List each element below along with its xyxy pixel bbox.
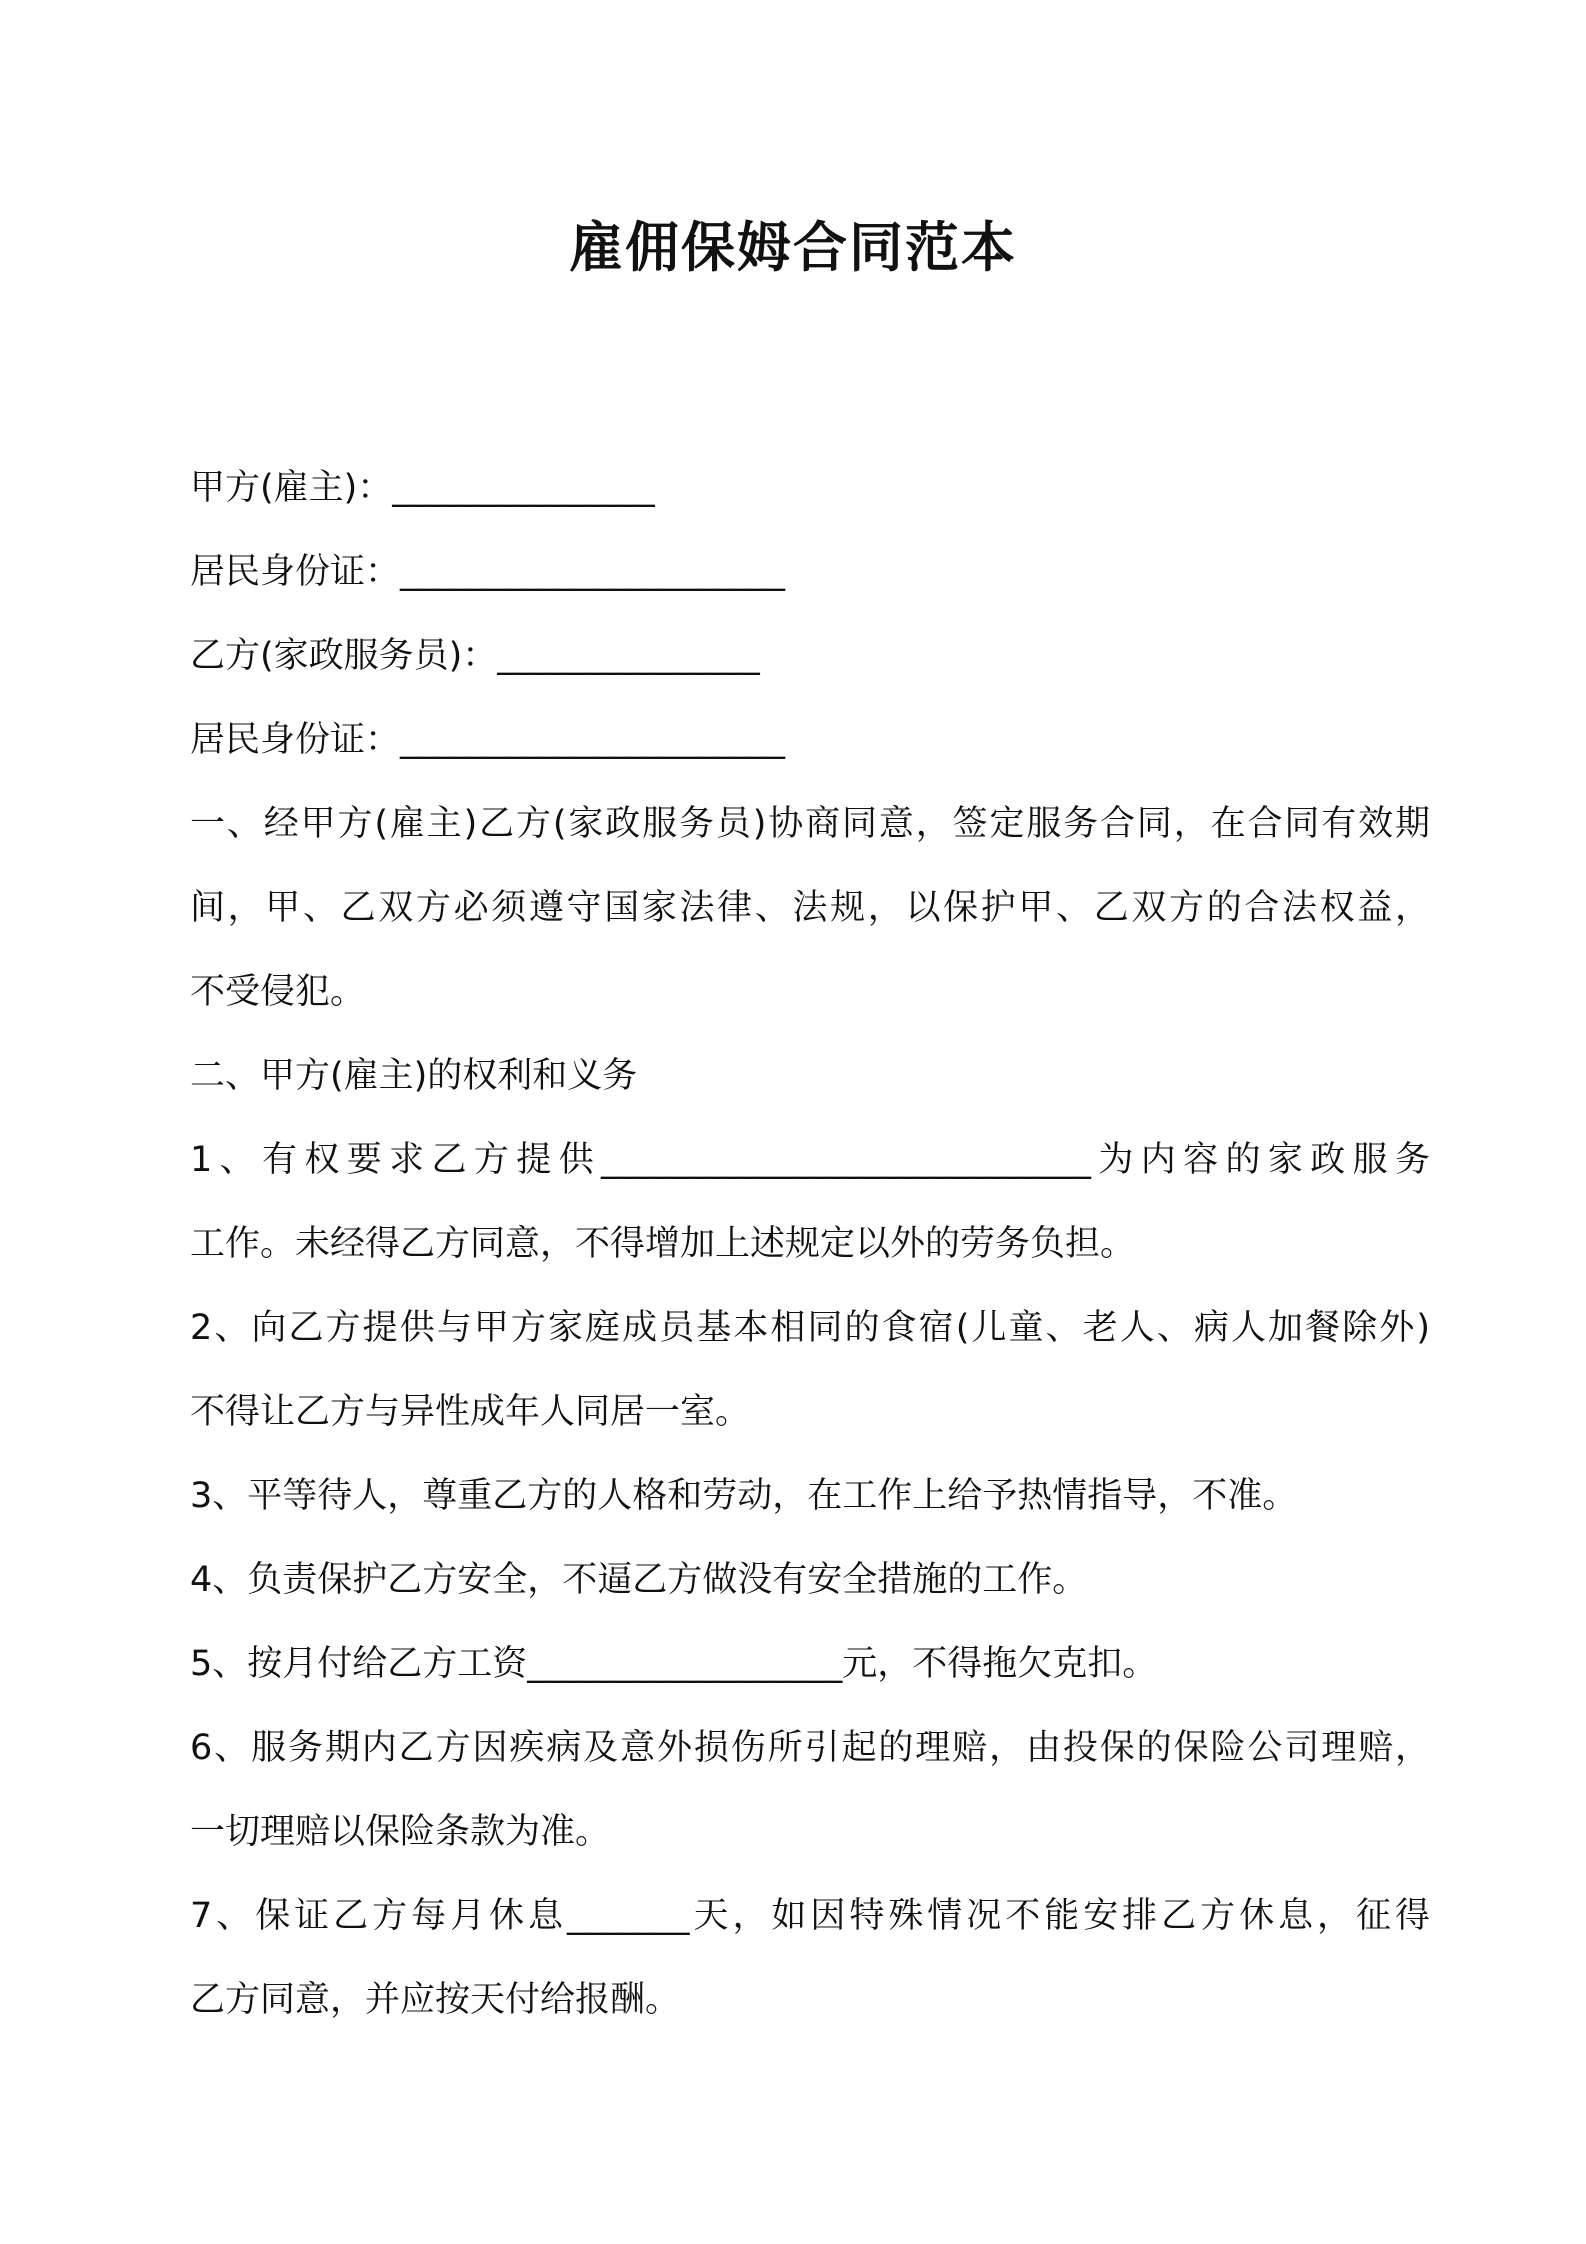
item-1-line-1: 1、有权要求乙方提供____________________________为内容的家政服务 [190,1140,1430,1180]
item-7-line-1: 7、保证乙方每月休息_______天，如因特殊情况不能安排乙方休息，征得 [190,1896,1430,1936]
item-5: 5、按月付给乙方工资__________________元，不得拖欠克扣。 [190,1644,1158,1684]
item-1-line-2: 工作。未经得乙方同意，不得增加上述规定以外的劳务负担。 [190,1224,1136,1264]
item-6-line-1: 6、服务期内乙方因疾病及意外损伤所引起的理赔，由投保的保险公司理赔， [190,1728,1430,1768]
document-body [190,446,1430,2042]
item-2-line-1: 2、向乙方提供与甲方家庭成员基本相同的食宿(儿童、老人、病人加餐除外) [190,1308,1430,1348]
section-1-line-3: 不受侵犯。 [190,972,366,1012]
document-title: 雇佣保姆合同范本 [569,216,1017,279]
item-3: 3、平等待人，尊重乙方的人格和劳动，在工作上给予热情指导，不准。 [190,1476,1298,1516]
section-2-heading: 二、甲方(雇主)的权利和义务 [190,1056,638,1096]
item-6-line-2: 一切理赔以保险条款为准。 [190,1812,611,1852]
item-4: 4、负责保护乙方安全，不逼乙方做没有安全措施的工作。 [190,1560,1088,1600]
party-a-line: 甲方(雇主)：_______________ [190,468,655,508]
party-b-id-line: 居民身份证：______________________ [190,720,786,760]
item-7-line-2: 乙方同意，并应按天付给报酬。 [190,1980,681,2020]
party-a-id-line: 居民身份证：______________________ [190,552,786,592]
section-1-line-1: 一、经甲方(雇主)乙方(家政服务员)协商同意，签定服务合同，在合同有效期 [190,804,1430,844]
section-1-line-2: 间，甲、乙双方必须遵守国家法律、法规，以保护甲、乙双方的合法权益， [190,888,1430,928]
party-b-line: 乙方(家政服务员)：_______________ [190,636,760,676]
item-2-line-2: 不得让乙方与异性成年人同居一室。 [190,1392,751,1432]
